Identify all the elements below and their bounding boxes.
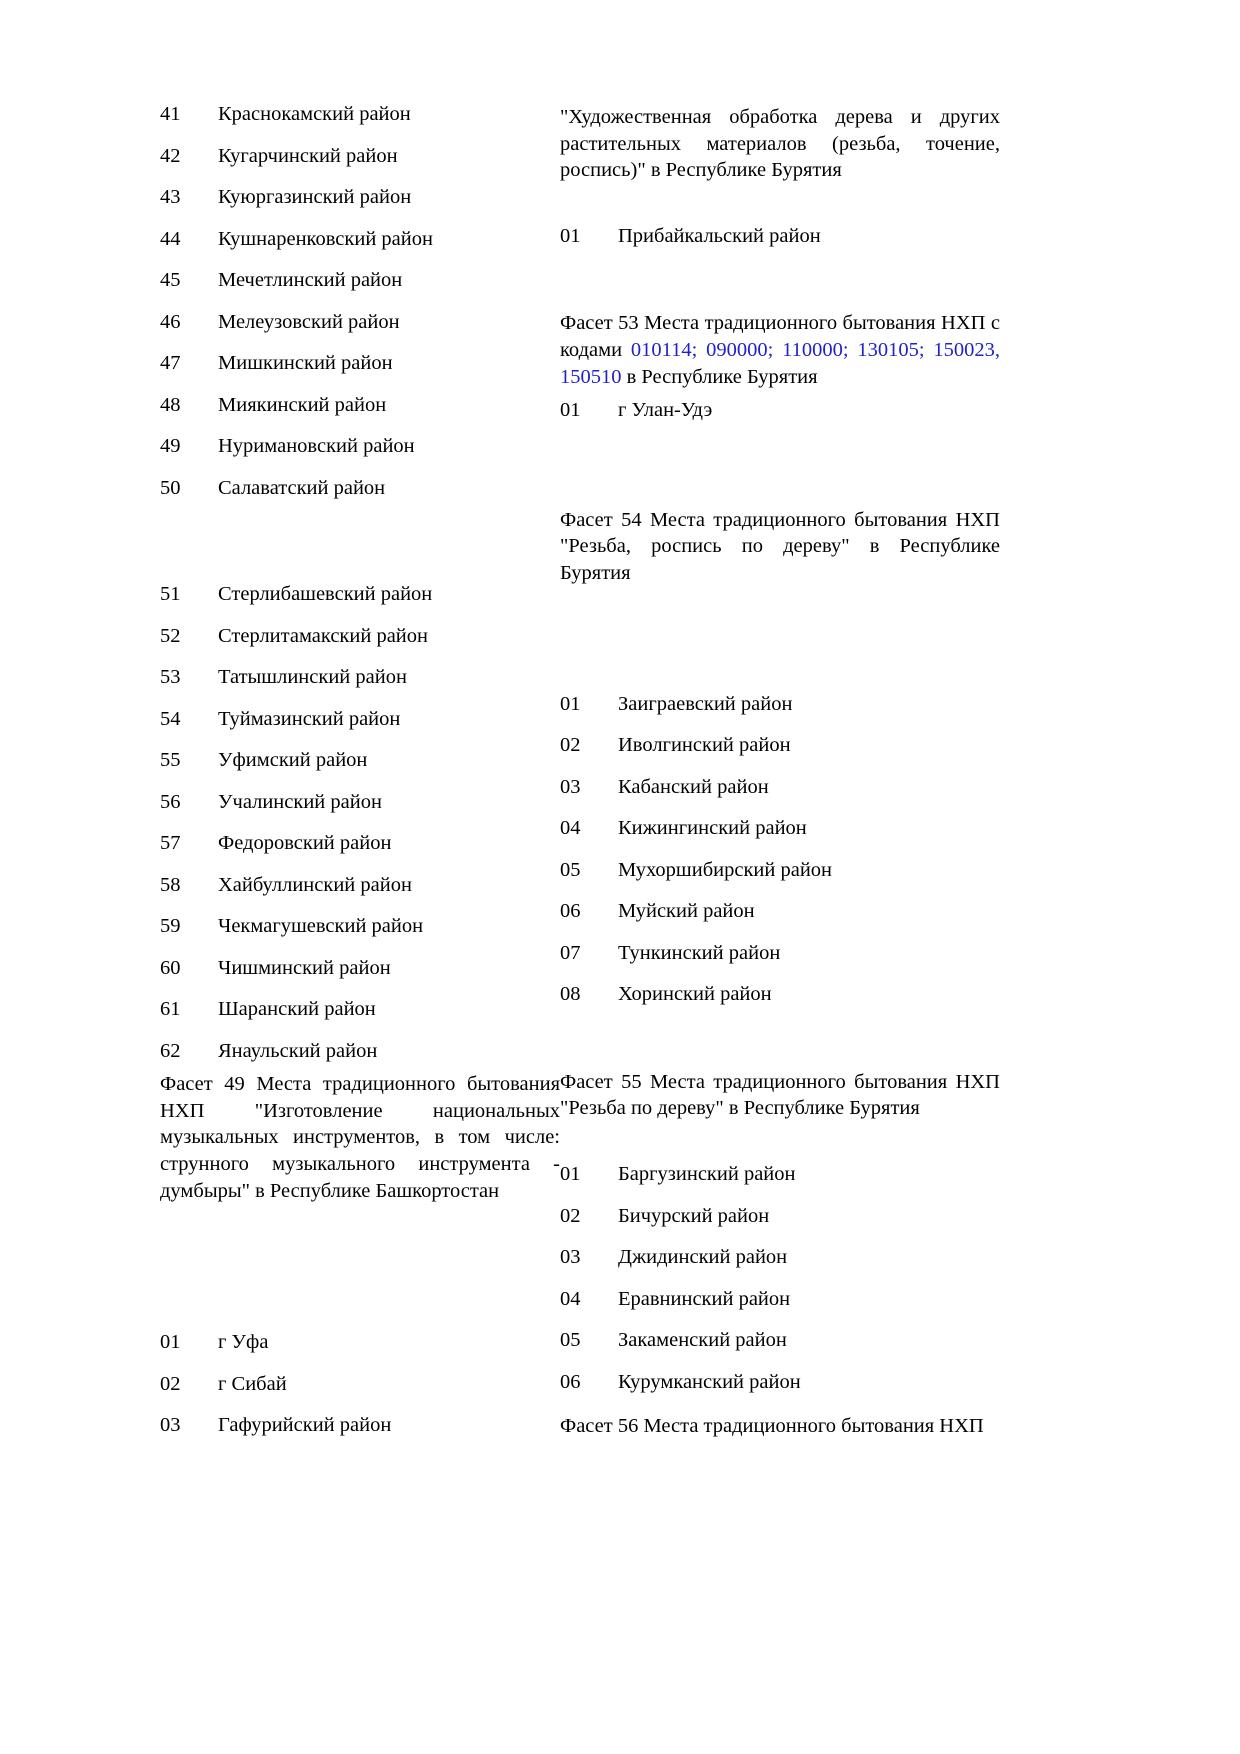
item-label: Куюргазинский район [218,186,412,208]
item-code: 43 [160,186,181,208]
item-code: 06 [560,900,581,923]
spacer [560,963,1000,984]
item-label: Закаменский район [618,1329,787,1352]
item-code: 42 [160,144,181,167]
spacer [160,457,560,478]
spacer [160,498,560,584]
list-item [560,860,1000,881]
item-code: 03 [160,1414,181,1437]
list-item [160,584,560,605]
spacer [560,839,1000,860]
item-code: 47 [160,352,181,374]
item-label: Татышлинский район [218,666,407,688]
list-item [560,984,1000,1005]
facet-53-code: 130105; [857,339,925,362]
item-code: 05 [560,1329,581,1352]
item-code: 61 [160,998,181,1020]
item-code: 01 [560,224,581,247]
spacer [560,1122,1000,1164]
item-label: Учалинский район [218,790,382,813]
spacer [560,1309,1000,1330]
list-item [560,1372,1000,1393]
left-column [160,104,560,1436]
spacer [160,895,560,916]
item-label: Кугарчинский район [218,144,398,167]
list-item [160,229,560,250]
item-label: Мухоршибирский район [618,858,833,881]
item-label: Нуримановский район [218,435,415,457]
item-code: 55 [160,749,181,771]
item-label: Чекмагушевский район [218,915,424,937]
item-label: Шаранский район [218,998,376,1020]
list-item [160,999,560,1020]
item-label: Мелеузовский район [218,310,400,333]
item-label: Чишминский район [218,956,391,979]
spacer [160,1353,560,1374]
spacer [560,1005,1000,1069]
facet-53-code: 010114; [630,339,698,362]
spacer [560,1268,1000,1289]
item-label: Мишкинский район [218,352,393,374]
spacer [160,374,560,395]
item-code: 07 [560,941,581,964]
spacer [160,415,560,436]
facet-53-heading [560,310,1000,390]
facet-55-heading: Фасет 55 Места традиционного бытования НХП "Резьба по дереву" в Республике Бурятия [560,1070,1000,1120]
spacer [560,756,1000,777]
spacer [160,125,560,146]
item-code: 44 [160,227,181,250]
list-item [160,958,560,979]
spacer [160,978,560,999]
spacer [560,880,1000,901]
list-item [560,1247,1000,1268]
spacer [160,771,560,792]
spacer [160,1394,560,1415]
spacer [560,797,1000,818]
item-label: Хайбуллинский район [218,873,412,896]
list-item [160,312,560,333]
item-label: Курумканский район [618,1370,801,1393]
spacer [160,646,560,667]
item-label: Хоринский район [618,983,772,1006]
list-item [160,1041,560,1062]
item-label: Заиграевский район [618,692,793,715]
item-label: Миякинский район [218,393,387,416]
list-item [160,667,560,688]
list-item [160,1374,560,1395]
item-code: 52 [160,624,181,647]
list-item [560,943,1000,964]
spacer [560,246,1000,310]
spacer [560,1185,1000,1206]
item-label: Бичурский район [618,1204,770,1227]
item-code: 04 [560,817,581,840]
item-label: г Сибай [218,1372,287,1395]
item-code: 05 [560,858,581,881]
item-code: 02 [560,1204,581,1227]
item-code: 58 [160,873,181,896]
spacer [160,1290,560,1332]
list-item [160,792,560,813]
spacer [160,688,560,709]
item-code: 46 [160,310,181,333]
item-code: 50 [160,476,181,499]
item-code: 06 [560,1370,581,1393]
list-item [560,1330,1000,1351]
item-code: 54 [160,707,181,730]
list-item [560,777,1000,798]
list-item [160,626,560,647]
item-code: 41 [160,103,181,125]
spacer [160,166,560,187]
list-item [160,709,560,730]
item-code: 01 [560,399,581,422]
facet-53-heading-prefix: Фасет 53 Места традиционного бытования НХП с кодами [560,312,1000,362]
item-code: 60 [160,956,181,979]
item-code: 08 [560,983,581,1006]
item-code: 45 [160,269,181,291]
item-label: Иволгинский район [618,734,791,757]
page-content [160,104,1020,1440]
list-item [160,833,560,854]
item-label: Салаватский район [218,476,386,499]
spacer [560,184,1000,226]
list-item [160,750,560,771]
item-label: Кижингинский район [618,817,807,840]
list-item [160,353,560,374]
spacer [560,714,1000,735]
spacer [160,854,560,875]
item-label: Янаульский район [218,1039,378,1062]
item-code: 49 [160,435,181,457]
item-code: 02 [560,734,581,757]
item-label: Джидинский район [618,1246,788,1269]
facet-53-code: 150510 [560,365,622,388]
spacer [560,673,1000,694]
facet-53-code: 150023, [933,339,1001,362]
item-label: Еравнинский район [618,1287,791,1310]
spacer [160,332,560,353]
item-code: 59 [160,915,181,937]
list-item [560,818,1000,839]
item-label: Прибайкальский район [618,224,821,247]
item-label: Стерлибашевский район [218,583,433,605]
item-code: 02 [160,1372,181,1395]
list-item [160,395,560,416]
item-label: г Уфа [218,1331,269,1354]
spacer [560,587,1000,673]
list-item [160,1332,560,1353]
list-item [160,270,560,291]
list-item [160,104,560,125]
spacer [560,1226,1000,1247]
list-item [560,1206,1000,1227]
item-code: 01 [560,1163,581,1186]
item-code: 04 [560,1287,581,1310]
facet-56-heading: Фасет 56 Места традиционного бытования НХП [560,1415,984,1438]
spacer [160,812,560,833]
spacer [160,208,560,229]
list-item [560,694,1000,715]
item-code: 62 [160,1039,181,1062]
list-item [160,187,560,208]
spacer [160,1020,560,1041]
spacer [160,937,560,958]
list-item [560,400,1000,421]
item-code: 57 [160,832,181,854]
list-item [160,1415,560,1436]
list-item [160,478,560,499]
list-item [160,916,560,937]
item-label: Краснокамский район [218,103,411,125]
spacer [560,1392,1000,1413]
item-label: Федоровский район [218,832,392,854]
item-code: 01 [560,692,581,715]
item-label: Кабанский район [618,775,769,798]
spacer [160,1061,560,1071]
spacer [560,421,1000,507]
list-item [560,226,1000,247]
item-label: г Улан-Удэ [618,399,713,422]
facet-52-continuation-heading: "Художественная обработка дерева и других растительных материалов (резьба, точение, роспись)" в Республике Бурятия [560,106,1000,182]
spacer [160,729,560,750]
item-code: 48 [160,393,181,416]
list-item [560,901,1000,922]
item-code: 03 [560,1246,581,1269]
list-item [160,436,560,457]
list-item [560,1164,1000,1185]
spacer [160,291,560,312]
item-code: 03 [560,775,581,798]
list-item [560,735,1000,756]
list-item [560,1289,1000,1310]
item-code: 56 [160,790,181,813]
item-label: Тункинский район [618,941,781,964]
facet-54-heading: Фасет 54 Места традиционного бытования НХП "Резьба, роспись по дереву" в Республике Бурятия [560,508,1000,585]
item-label: Кушнаренковский район [218,227,433,250]
item-label: Уфимский район [218,749,368,771]
item-label: Гафурийский район [218,1414,392,1437]
list-item [160,146,560,167]
right-column [560,104,1000,1440]
two-column-layout [160,104,1020,1440]
spacer [160,1204,560,1290]
facet-53-code: 090000; [706,339,774,362]
facet-53-heading-suffix: в Республике Бурятия [621,365,818,388]
item-label: Туймазинский район [218,707,401,730]
spacer [160,605,560,626]
item-code: 01 [160,1331,181,1354]
spacer [560,922,1000,943]
item-code: 53 [160,666,181,688]
spacer [160,249,560,270]
item-code: 51 [160,583,181,605]
facet-49-heading: Фасет 49 Места традиционного бытования НХП "Изготовление национальных музыкальных инструментов, в том числе: струнного музыкального инструмента - думбыры" в Республике Башкортостан [160,1073,560,1202]
facet-53-code: 110000; [782,339,849,362]
spacer [560,1351,1000,1372]
list-item [160,875,560,896]
item-label: Муйский район [618,900,755,923]
item-label: Баргузинский район [618,1163,796,1186]
item-label: Мечетлинский район [218,269,403,291]
item-label: Стерлитамакский район [218,624,428,647]
